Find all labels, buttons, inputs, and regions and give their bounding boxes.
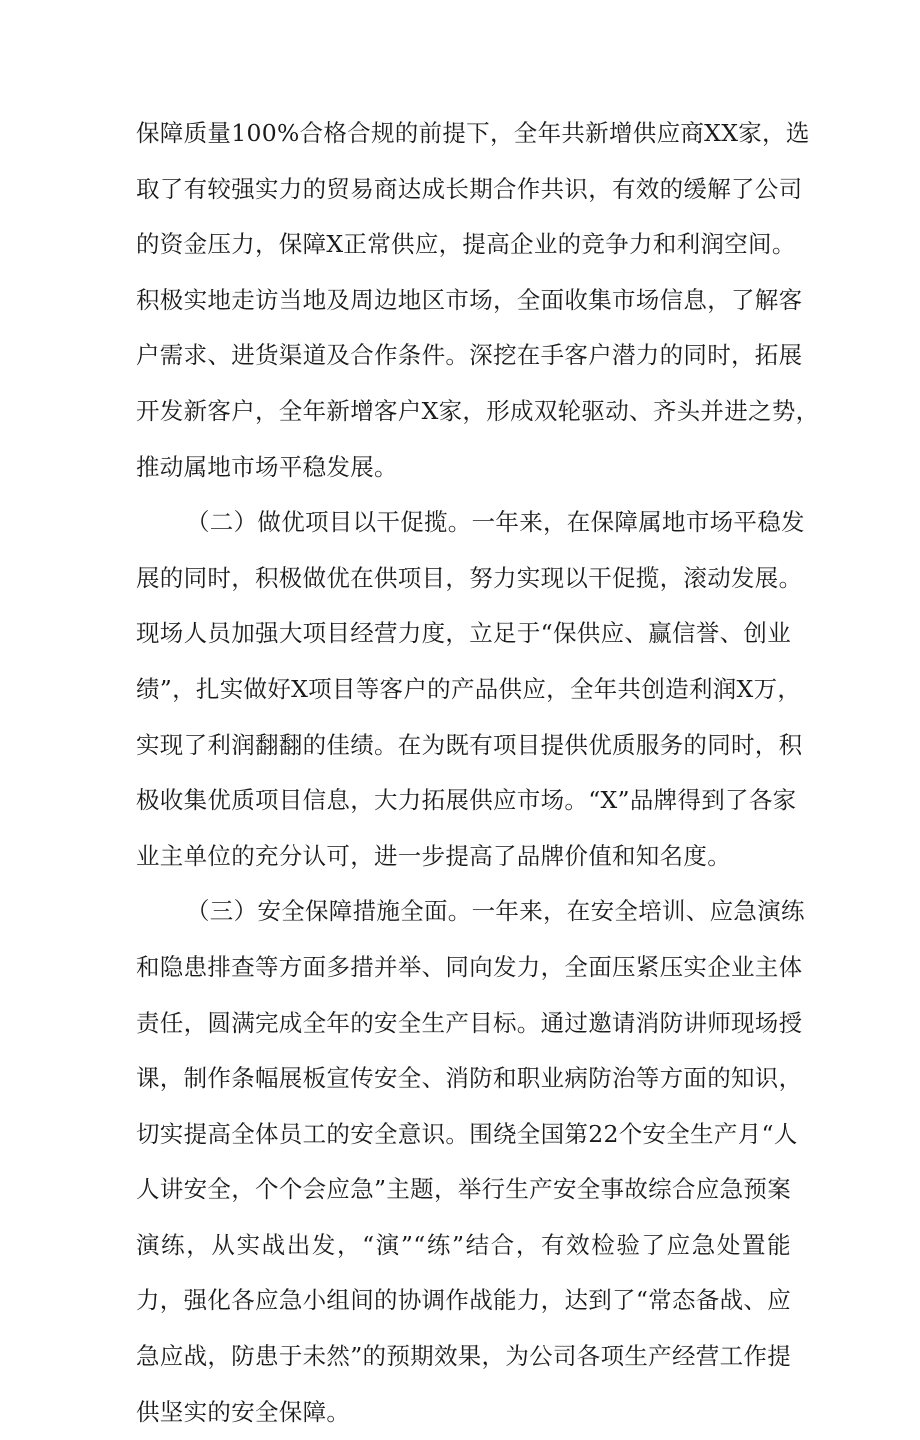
section-heading-line: （三）安全保障措施全面。一年来，在安全培训、应急演练 xyxy=(186,897,805,926)
text-line: 现场人员加强大项目经营力度，立足于“保供应、赢信誉、创业 xyxy=(136,619,791,648)
text-line: 保障质量100%合格合规的前提下，全年共新增供应商XX家，选 xyxy=(136,119,810,147)
text-line: 积极实地走访当地及周边地区市场，全面收集市场信息，了解客 xyxy=(136,285,803,314)
text-line: 演练，从实战出发，“演”“练”结合，有效检验了应急处置能 xyxy=(136,1230,791,1259)
section-heading-line: （二）做优项目以干促揽。一年来，在保障属地市场平稳发 xyxy=(186,508,805,537)
text-line: 开发新客户，全年新增客户X家，形成双轮驱动、齐头并进之势， xyxy=(136,396,820,425)
text-line: 业主单位的充分认可，进一步提高了品牌价值和知名度。 xyxy=(136,841,731,870)
text-line: 人讲安全，个个会应急”主题，举行生产安全事故综合应急预案 xyxy=(136,1175,791,1204)
text-line: 取了有较强实力的贸易商达成长期合作共识，有效的缓解了公司 xyxy=(136,174,803,203)
text-line: 和隐患排查等方面多措并举、同向发力，全面压紧压实企业主体 xyxy=(136,952,803,981)
text-line: 户需求、进货渠道及合作条件。深挖在手客户潜力的同时，拓展 xyxy=(136,341,803,370)
text-line: 切实提高全体员工的安全意识。围绕全国第22个安全生产月“人 xyxy=(136,1119,798,1148)
text-line: 推动属地市场平稳发展。 xyxy=(136,452,398,481)
text-line: 极收集优质项目信息，大力拓展供应市场。“X”品牌得到了各家 xyxy=(136,786,797,815)
text-line: 展的同时，积极做优在供项目，努力实现以干促揽，滚动发展。 xyxy=(136,563,803,592)
text-line: 课，制作条幅展板宣传安全、消防和职业病防治等方面的知识， xyxy=(136,1064,803,1093)
text-line: 绩”，扎实做好X项目等客户的产品供应，全年共创造利润X万， xyxy=(136,674,802,703)
text-line: 责任，圆满完成全年的安全生产目标。通过邀请消防讲师现场授 xyxy=(136,1008,803,1037)
body-text xyxy=(136,106,820,1440)
text-line: 供坚实的安全保障。 xyxy=(136,1397,351,1426)
text-line: 力，强化各应急小组间的协调作战能力，达到了“常态备战、应 xyxy=(136,1286,791,1315)
text-line: 实现了利润翻翻的佳绩。在为既有项目提供优质服务的同时，积 xyxy=(136,730,803,759)
text-line: 急应战，防患于未然”的预期效果，为公司各项生产经营工作提 xyxy=(136,1342,791,1371)
text-line: 的资金压力，保障X正常供应，提高企业的竞争力和利润空间。 xyxy=(136,230,796,259)
